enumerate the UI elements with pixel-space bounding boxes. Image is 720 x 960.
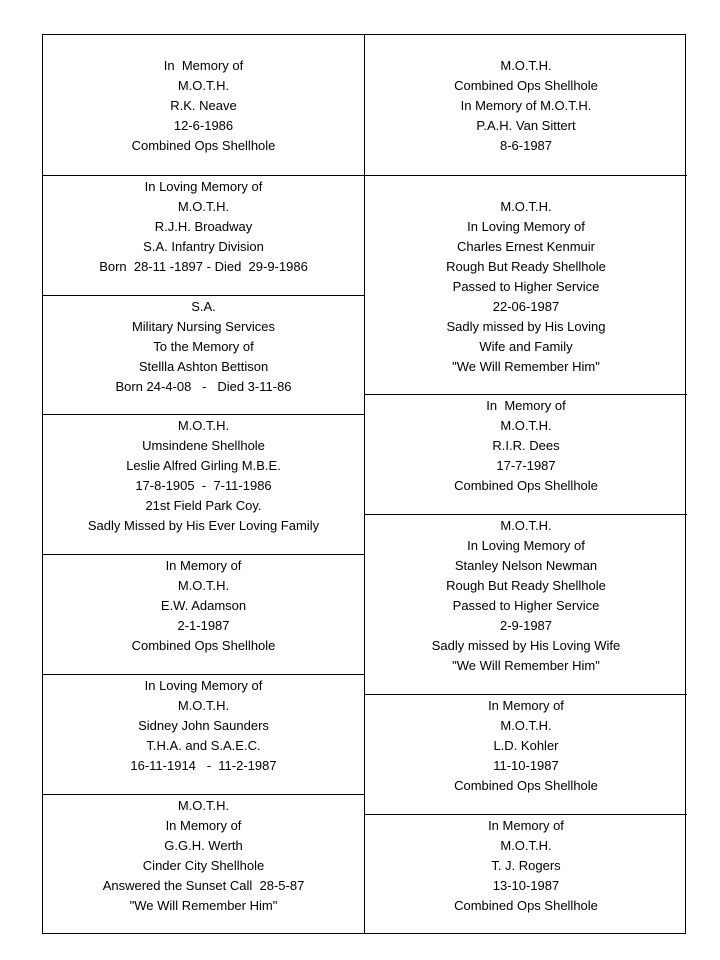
notice-line: In Memory of M.O.T.H. xyxy=(460,98,592,113)
notice-line: S.A. Infantry Division xyxy=(143,239,264,254)
notice-line: "We Will Remember Him" xyxy=(129,898,278,913)
notice-line: Combined Ops Shellhole xyxy=(454,478,598,493)
notice-line: M.O.T.H. xyxy=(500,58,552,73)
notice-line: M.O.T.H. xyxy=(500,418,552,433)
notice-line: Umsindene Shellhole xyxy=(142,438,265,453)
notice-line: In Loving Memory of xyxy=(144,678,263,693)
notice-line: M.O.T.H. xyxy=(500,838,552,853)
memorial-notice xyxy=(365,695,687,815)
notice-line: 17-8-1905 - 7-11-1986 xyxy=(135,478,272,493)
notice-line: Leslie Alfred Girling M.B.E. xyxy=(126,458,281,473)
memorial-notice xyxy=(43,675,364,795)
notice-line: S.A. xyxy=(191,299,216,314)
memorial-notices-table xyxy=(42,34,686,934)
memorial-notice xyxy=(43,555,364,675)
notice-line: Sadly missed by His Loving Wife xyxy=(431,638,621,653)
notice-line: M.O.T.H. xyxy=(500,718,552,733)
memorial-notice xyxy=(43,176,364,296)
notice-line: 11-10-1987 xyxy=(493,758,559,773)
notice-line: P.A.H. Van Sittert xyxy=(476,118,576,133)
notice-line: Stellla Ashton Bettison xyxy=(138,359,269,374)
memorial-notice xyxy=(43,296,364,415)
notice-line: G.G.H. Werth xyxy=(164,838,243,853)
notice-line: M.O.T.H. xyxy=(177,78,230,93)
memorial-notice xyxy=(365,176,687,395)
notice-line: 12-6-1986 xyxy=(173,118,234,133)
notice-line: M.O.T.H. xyxy=(177,798,230,813)
notice-line: Combined Ops Shellhole xyxy=(454,778,598,793)
memorial-notice xyxy=(365,35,687,176)
notice-line: Rough But Ready Shellhole xyxy=(446,259,606,274)
notice-line: 8-6-1987 xyxy=(499,138,553,153)
notice-line: Passed to Higher Service xyxy=(452,598,600,613)
notice-line: T.H.A. and S.A.E.C. xyxy=(146,738,261,753)
notice-line: Born 28-11 -1897 - Died 29-9-1986 xyxy=(99,259,308,274)
notice-line: 17-7-1987 xyxy=(496,458,556,473)
notice-line: 16-11-1914 - 11-2-1987 xyxy=(130,758,277,773)
memorial-notice xyxy=(365,515,687,695)
memorial-notice xyxy=(43,415,364,555)
memorial-notice xyxy=(43,795,364,933)
notice-line: 2-1-1987 xyxy=(177,618,230,633)
notice-line: Military Nursing Services xyxy=(131,319,276,334)
memorial-notice xyxy=(365,395,687,515)
notice-line: Wife and Family xyxy=(479,339,573,354)
memorial-notice xyxy=(43,35,364,176)
notice-line: Passed to Higher Service xyxy=(452,279,600,294)
notice-line: Combined Ops Shellhole xyxy=(131,138,276,153)
notice-line: Rough But Ready Shellhole xyxy=(446,578,606,593)
notice-line: Sadly missed by His Loving xyxy=(446,319,606,334)
notice-line: 13-10-1987 xyxy=(492,878,560,893)
notice-line: Cinder City Shellhole xyxy=(142,858,265,873)
notice-line: M.O.T.H. xyxy=(177,698,230,713)
notice-line: M.O.T.H. xyxy=(500,199,552,214)
notice-line: Stanley Nelson Newman xyxy=(454,558,598,573)
notice-line: 21st Field Park Coy. xyxy=(145,498,262,513)
notice-line: M.O.T.H. xyxy=(177,199,230,214)
notice-line: R.K. Neave xyxy=(170,98,237,113)
notice-line: Combined Ops Shellhole xyxy=(131,638,276,653)
notice-line: In Loving Memory of xyxy=(467,538,585,553)
notice-line: "We Will Remember Him" xyxy=(452,359,600,374)
notice-line: In Loving Memory of xyxy=(144,179,263,194)
left-column xyxy=(43,35,364,933)
notice-line: Combined Ops Shellhole xyxy=(454,78,598,93)
notice-line: In Memory of xyxy=(486,398,566,413)
notice-line: In Memory of xyxy=(165,818,242,833)
notice-line: In Memory of xyxy=(165,558,242,573)
notice-line: "We Will Remember Him" xyxy=(452,658,600,673)
notice-line: M.O.T.H. xyxy=(500,518,552,533)
notice-line: E.W. Adamson xyxy=(160,598,247,613)
notice-line: Sidney John Saunders xyxy=(138,718,269,733)
memorial-notice xyxy=(365,815,687,933)
notice-line: In Memory of xyxy=(163,58,244,73)
notice-line: 22-06-1987 xyxy=(492,299,560,314)
notice-line: In Memory of xyxy=(488,818,564,833)
notice-line: In Memory of xyxy=(488,698,564,713)
right-column xyxy=(365,35,687,933)
notice-line: L.D. Kohler xyxy=(493,738,559,753)
notice-line: T. J. Rogers xyxy=(491,858,561,873)
notice-line: Combined Ops Shellhole xyxy=(454,898,598,913)
notice-line: Charles Ernest Kenmuir xyxy=(457,239,595,254)
notice-line: R.J.H. Broadway xyxy=(154,219,253,234)
notice-line: Born 24-4-08 - Died 3-11-86 xyxy=(115,379,292,394)
notice-line: In Loving Memory of xyxy=(467,219,585,234)
notice-line: M.O.T.H. xyxy=(177,578,230,593)
notice-line: R.I.R. Dees xyxy=(492,438,560,453)
notice-line: Sadly Missed by His Ever Loving Family xyxy=(87,518,320,533)
notice-line: M.O.T.H. xyxy=(177,418,230,433)
notice-line: Answered the Sunset Call 28-5-87 xyxy=(102,878,305,893)
notice-line: To the Memory of xyxy=(153,339,254,354)
notice-line: 2-9-1987 xyxy=(499,618,553,633)
